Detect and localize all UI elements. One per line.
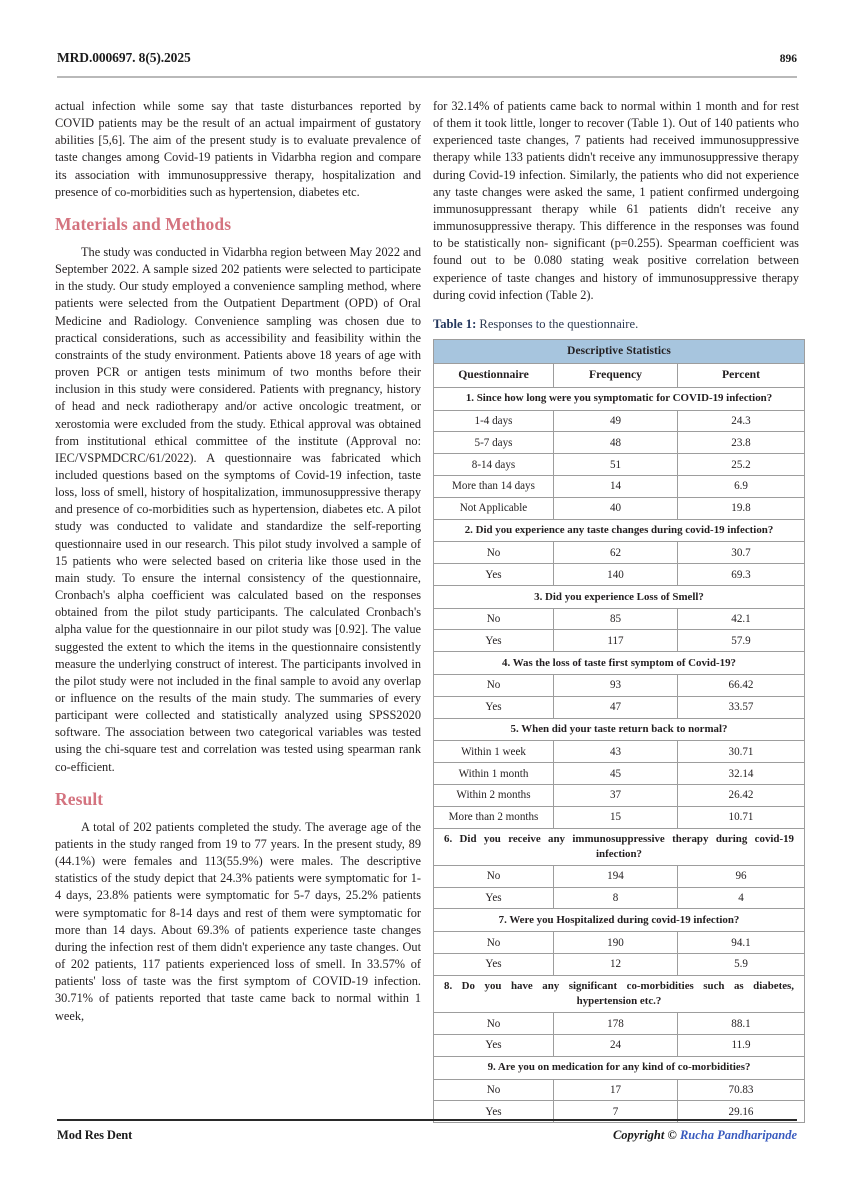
row-frequency: 43 [554,741,678,763]
table-row [434,608,805,630]
table-row [434,1034,805,1056]
question-text: 5. When did your taste return back to normal? [434,718,805,741]
row-label: No [434,1013,554,1035]
row-frequency: 117 [554,630,678,652]
question-row [434,828,805,865]
table-row [434,1013,805,1035]
question-row [434,1056,805,1079]
row-frequency: 24 [554,1034,678,1056]
table-row [434,454,805,476]
table-row [434,865,805,887]
table-row [434,763,805,785]
row-label: Yes [434,696,554,718]
table-row [434,696,805,718]
row-label: More than 2 months [434,806,554,828]
row-percent: 33.57 [678,696,805,718]
result-paragraph: A total of 202 patients completed the study. The average age of the patients in the study ranged from 19 to 77 years. In the present study, 89 (44.1%) were females and 113(55.9%) were males. The descriptive statistics of the study depict that 24.3% patients were symptomatic for 1-4 days, 23.8% patients were symptomatic for 5-7 days, 25.2% patients were symptomatic for 8-14 days and rest of them were symptomatic for more than 14 days. About 69.3% of patients experience taste changes during the infection rest of them didn't experience any taste changes. Out of 202 patients, 117 patients experienced loss of smell. In 33.57% of patients' loss of taste was the first symptom of COVID-19 infection. 30.71% of patients reported that taste came back to normal within 1 week, [55,819,421,1023]
row-percent: 4 [678,887,805,909]
row-frequency: 15 [554,806,678,828]
table-row [434,630,805,652]
row-frequency: 48 [554,432,678,454]
table-column-header-row [434,363,805,387]
result-paragraph-continued: for 32.14% of patients came back to normal within 1 month and for rest of them it took little, longer to recover (Table 1). Out of 140 patients who experienced taste changes, 7 patients had received immunosuppressive therapy while 133 patients didn't receive any immunosuppressive therapy during Covid-19 infection. Similarly, the patients who did not experience any taste changes were asked the same, 1 patient confirmed undergoing immunosuppressant therapy while 61 patients didn't receive any immunosuppressive therapy. This difference in the responses was found to be statistically non- significant (p=0.255). Spearman coefficient was found out to be 0.080 stating weak positive correlation between experience of taste changes and history of immunosuppressive therapy during covid infection (Table 2). [433,99,799,302]
table-row [434,887,805,909]
question-text: 2. Did you experience any taste changes during covid-19 infection? [434,519,805,542]
row-label: Yes [434,954,554,976]
footer-divider [57,1119,797,1121]
table-row [434,542,805,564]
page-number: 896 [779,53,797,65]
row-percent: 70.83 [678,1079,805,1101]
column-header-3: Percent [678,363,805,387]
row-percent: 19.8 [678,497,805,519]
row-percent: 30.7 [678,542,805,564]
table-row [434,432,805,454]
question-row [434,975,805,1012]
heading-result: Result [55,788,104,809]
row-percent: 26.42 [678,784,805,806]
row-frequency: 140 [554,564,678,586]
row-label: No [434,675,554,697]
right-column [433,98,799,1123]
table-row [434,784,805,806]
row-percent: 96 [678,865,805,887]
descriptive-statistics-table [433,339,805,1123]
row-label: No [434,608,554,630]
row-frequency: 12 [554,954,678,976]
row-label: Not Applicable [434,497,554,519]
question-row [434,585,805,608]
row-frequency: 40 [554,497,678,519]
question-text: 6. Did you receive any immunosuppressive therapy during covid-19 infection? [434,828,805,865]
heading-materials-and-methods: Materials and Methods [55,213,232,234]
question-text: 9. Are you on medication for any kind of co-morbidities? [434,1056,805,1079]
row-frequency: 17 [554,1079,678,1101]
row-percent: 57.9 [678,630,805,652]
question-row [434,519,805,542]
row-label: Yes [434,1101,554,1123]
row-label: Yes [434,564,554,586]
intro-paragraph-continued: actual infection while some say that taste disturbances reported by COVID patients may be the result of an actual impairment of gustatory abilities [5,6]. The aim of the present study is to evaluate prevalence of taste changes among Covid-19 patients in Vidarbha region and compare its association with immunosuppressive therapy, hospitalization and presence of co-morbidities such as hypertension, diabetes etc. [55,99,421,199]
row-label: No [434,1079,554,1101]
row-percent: 30.71 [678,741,805,763]
row-percent: 94.1 [678,932,805,954]
question-text: 7. Were you Hospitalized during covid-19 infection? [434,909,805,932]
row-percent: 25.2 [678,454,805,476]
row-frequency: 190 [554,932,678,954]
row-label: Within 1 month [434,763,554,785]
table-row [434,741,805,763]
question-row [434,387,805,410]
row-percent: 69.3 [678,564,805,586]
copyright-prefix: Copyright © [612,1128,680,1142]
row-frequency: 178 [554,1013,678,1035]
table-1-caption [433,316,799,332]
row-frequency: 7 [554,1101,678,1123]
question-row [434,909,805,932]
table-caption-label: Table 1: [433,316,477,331]
table-row [434,954,805,976]
table-title-cell: Descriptive Statistics [434,339,805,363]
journal-reference: MRD.000697. 8(5).2025 [57,50,191,65]
footer-copyright [613,1128,797,1143]
row-frequency: 14 [554,476,678,498]
row-percent: 24.3 [678,410,805,432]
header-divider [57,76,797,78]
row-label: Yes [434,1034,554,1056]
row-frequency: 37 [554,784,678,806]
row-frequency: 62 [554,542,678,564]
row-frequency: 51 [554,454,678,476]
row-percent: 29.16 [678,1101,805,1123]
row-label: 5-7 days [434,432,554,454]
table-title-row [434,339,805,363]
page-footer [57,1128,797,1143]
footer-journal-name: Mod Res Dent [57,1128,133,1142]
row-percent: 32.14 [678,763,805,785]
row-percent: 88.1 [678,1013,805,1035]
row-label: Within 2 months [434,784,554,806]
page-header [57,50,797,66]
question-text: 3. Did you experience Loss of Smell? [434,585,805,608]
row-frequency: 49 [554,410,678,432]
row-label: No [434,865,554,887]
row-percent: 11.9 [678,1034,805,1056]
table-row [434,1079,805,1101]
table-row [434,497,805,519]
question-text: 8. Do you have any significant co-morbidities such as diabetes, hypertension etc.? [434,975,805,1012]
row-label: More than 14 days [434,476,554,498]
materials-and-methods-paragraph: The study was conducted in Vidarbha region between May 2022 and September 2022. A sample sized 202 patients were selected to participate in the study. Our study employed a convenience sampling method, where patients were selected from the Outpatient Department (OPD) of Oral Medicine and Radiology. Convenience sampling was chosen due to practical considerations, such as accessibility and feasibility within the constraints of the study environment. Patients above 18 years of age with proven PCR or antigen tests minimum of two months before their inclusion in this study were considered. Patients with pregnancy, history of head and neck radiotherapy and/or active oncologic treatment, or xerostomia were excluded from the study. Ethical approval was obtained from institutional ethical committee of the institute (Approval no: IEC/VSPMDCRC/61/2022). A questionnaire was fabricated which included questions based on the symptoms of Covid-19 infection, taste loss, loss of smell, history of hospitalization, immunosuppressive therapy and presence of co-morbidities such as hypertension, diabetes etc. A pilot study was conducted to validate and standardize the self-reporting questionnaire used in our research. This pilot study involved a sample of 15 patients who were selected based on criteria like those used in the main study. To ensure the internal consistency of the questionnaire, Cronbach's alpha coefficient was calculated based on the responses obtained from the pilot study participants. The calculated Cronbach's alpha value for the questionnaire in our pilot study was [0.92]. The value suggested the extent to which the items in the questionnaire consistently measure the underlying construct of interest. The participants involved in the pilot study were not included in the final sample to avoid any overlap or influence on the results of the main study. The summaries of every participant were collected and statistically analyzed using SPSS2020 software. The association between two categorical variables was tested using the chi-square test and correlation was tested using spearman rank co-efficient. [55,244,421,774]
row-frequency: 47 [554,696,678,718]
row-label: Yes [434,887,554,909]
row-percent: 10.71 [678,806,805,828]
table-row [434,675,805,697]
table-row [434,806,805,828]
table-caption-text: Responses to the questionnaire. [476,316,639,331]
row-percent: 23.8 [678,432,805,454]
left-column [55,98,421,1025]
table-row [434,564,805,586]
table-row [434,410,805,432]
row-label: Within 1 week [434,741,554,763]
row-frequency: 45 [554,763,678,785]
row-percent: 66.42 [678,675,805,697]
question-row [434,718,805,741]
row-label: Yes [434,630,554,652]
row-frequency: 93 [554,675,678,697]
row-percent: 6.9 [678,476,805,498]
row-percent: 42.1 [678,608,805,630]
question-text: 4. Was the loss of taste first symptom of Covid-19? [434,652,805,675]
column-header-2: Frequency [554,363,678,387]
column-header-1: Questionnaire [434,363,554,387]
row-label: 1-4 days [434,410,554,432]
row-label: No [434,542,554,564]
row-percent: 5.9 [678,954,805,976]
table-row [434,932,805,954]
copyright-author-link[interactable]: Rucha Pandharipande [679,1128,797,1142]
row-label: 8-14 days [434,454,554,476]
table-row [434,476,805,498]
row-frequency: 194 [554,865,678,887]
question-text: 1. Since how long were you symptomatic for COVID-19 infection? [434,387,805,410]
row-label: No [434,932,554,954]
question-row [434,652,805,675]
row-frequency: 85 [554,608,678,630]
row-frequency: 8 [554,887,678,909]
